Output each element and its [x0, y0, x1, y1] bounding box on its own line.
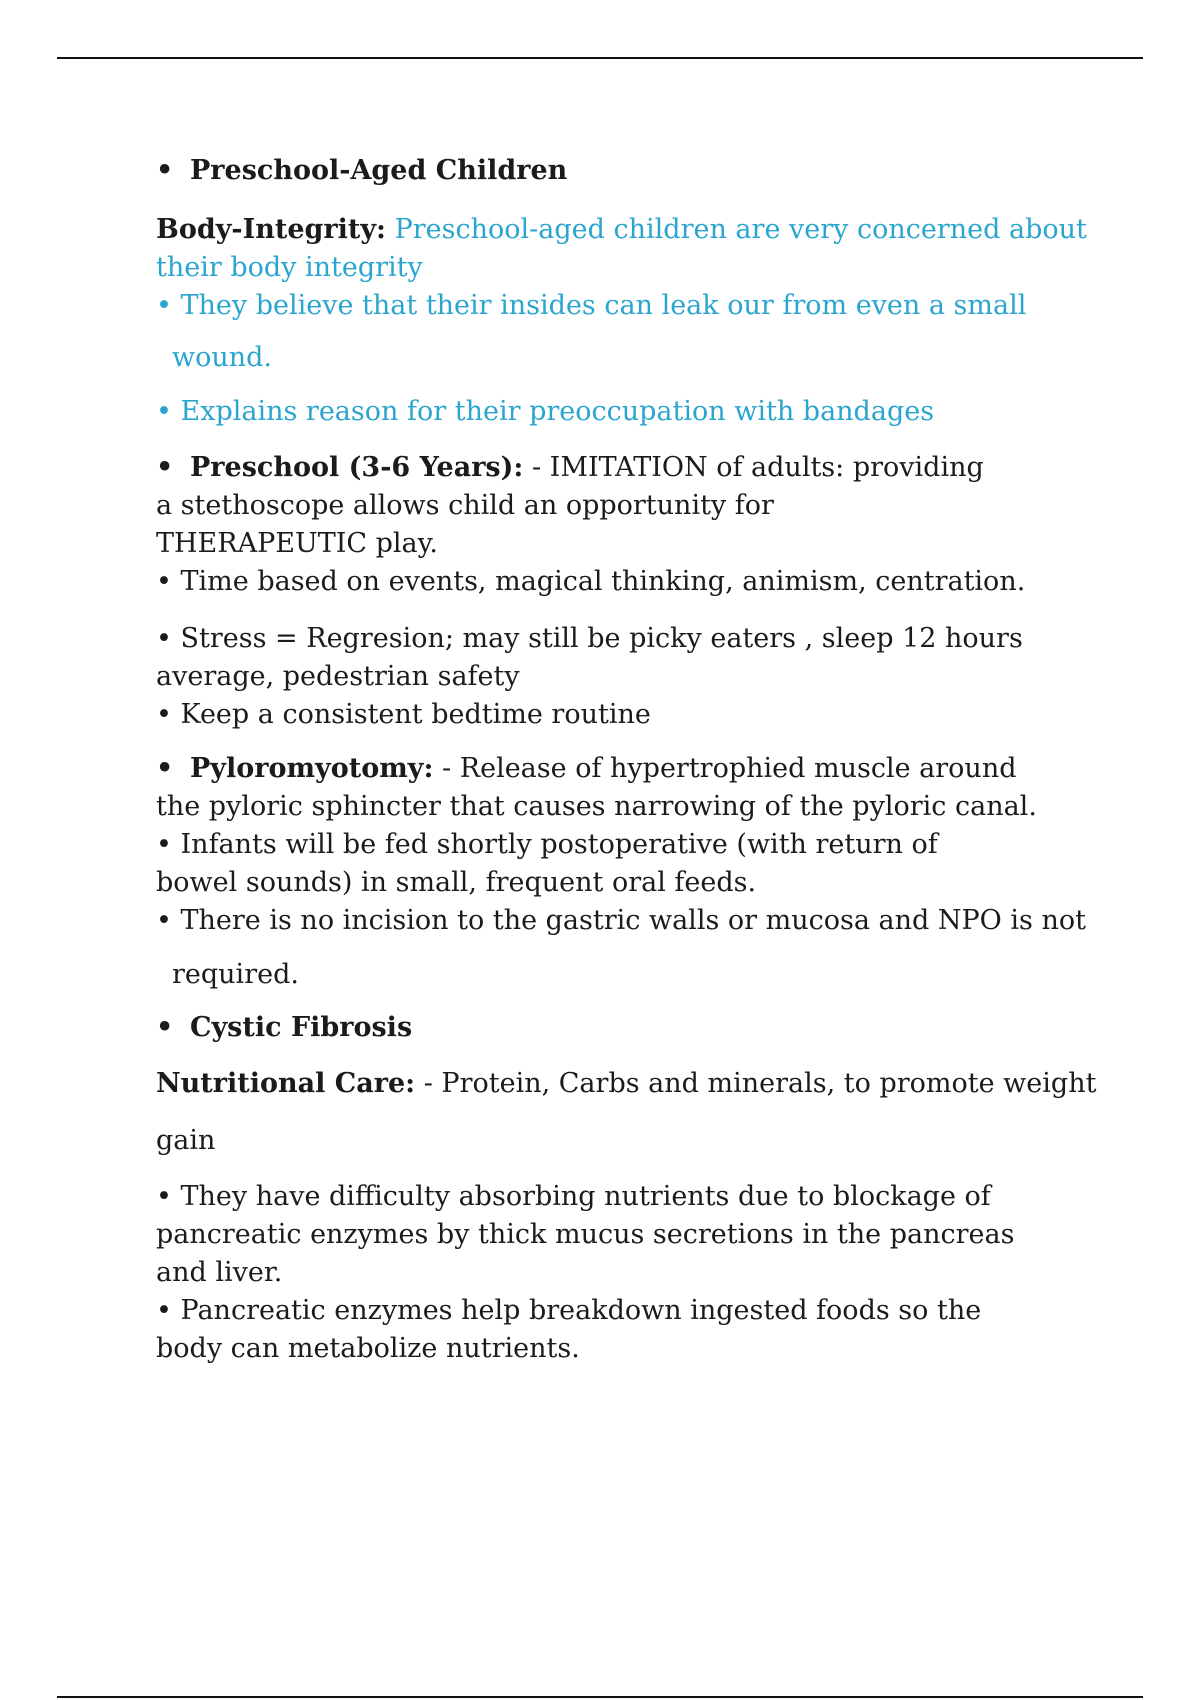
list-item: • They have difficulty absorbing nutrients due to blockage of: [156, 1181, 991, 1212]
pyloromyotomy-block: [156, 750, 1096, 940]
wrapped-line: wound.: [172, 342, 273, 373]
heading-preschool-aged-children: [156, 152, 567, 190]
text-line: a stethoscope allows child an opportunity for: [156, 490, 774, 521]
pyloromyotomy-text: - Release of hypertrophied muscle around: [433, 753, 1017, 784]
preschool-3-6-heading: Preschool (3-6 Years):: [190, 452, 524, 483]
bottom-rule: [57, 1696, 1143, 1698]
list-item-cont: [156, 339, 1096, 377]
body-integrity-intro: Preschool-aged children are very concerned about: [386, 214, 1087, 245]
nutritional-care-text: - Protein, Carbs and minerals, to promote weight: [415, 1068, 1097, 1099]
cystic-fibrosis-details: [156, 1178, 1096, 1368]
wrapped-line: gain: [156, 1125, 216, 1156]
nutritional-care-block: [156, 1065, 1096, 1103]
body-integrity-intro-cont: their body integrity: [156, 252, 423, 283]
preschool-3-6-block: [156, 449, 1096, 601]
text-line: average, pedestrian safety: [156, 661, 520, 692]
stress-block: [156, 620, 1096, 734]
bullet: •: [156, 1012, 174, 1043]
text-line: pancreatic enzymes by thick mucus secretions in the pancreas: [156, 1219, 1015, 1250]
text-line: THERAPEUTIC play.: [156, 528, 438, 559]
list-item: • Pancreatic enzymes help breakdown ingested foods so the: [156, 1295, 982, 1326]
list-item: • Stress = Regresion; may still be picky eaters , sleep 12 hours: [156, 623, 1023, 654]
list-item-cont: [156, 956, 1096, 994]
bullet: •: [156, 452, 174, 483]
bullet: •: [156, 753, 174, 784]
top-rule: [57, 57, 1143, 59]
preschool-3-6-text: - IMITATION of adults: providing: [523, 452, 984, 483]
body-integrity-label: Body-Integrity:: [156, 214, 387, 245]
list-item: • They believe that their insides can leak our from even a small: [156, 290, 1027, 321]
list-item: • Keep a consistent bedtime routine: [156, 699, 651, 730]
heading-text: Preschool-Aged Children: [190, 155, 568, 186]
heading-text: Cystic Fibrosis: [190, 1012, 413, 1043]
text-line: the pyloric sphincter that causes narrowing of the pyloric canal.: [156, 791, 1037, 822]
text-line: and liver.: [156, 1257, 283, 1288]
list-item-text: • Explains reason for their preoccupation with bandages: [156, 396, 935, 427]
list-item: • Infants will be fed shortly postoperative (with return of: [156, 829, 938, 860]
heading-cystic-fibrosis: [156, 1009, 412, 1047]
text-line: body can metabolize nutrients.: [156, 1333, 580, 1364]
nutritional-care-label: Nutritional Care:: [156, 1068, 416, 1099]
body-integrity-block: [156, 211, 1096, 325]
bullet: •: [156, 155, 174, 186]
nutritional-care-cont: [156, 1122, 1096, 1160]
list-item: • There is no incision to the gastric walls or mucosa and NPO is not: [156, 905, 1086, 936]
list-item: • Time based on events, magical thinking, animism, centration.: [156, 566, 1026, 597]
text-line: bowel sounds) in small, frequent oral feeds.: [156, 867, 757, 898]
wrapped-line: required.: [172, 959, 299, 990]
list-item: [156, 393, 1096, 431]
pyloromyotomy-heading: Pyloromyotomy:: [190, 753, 434, 784]
